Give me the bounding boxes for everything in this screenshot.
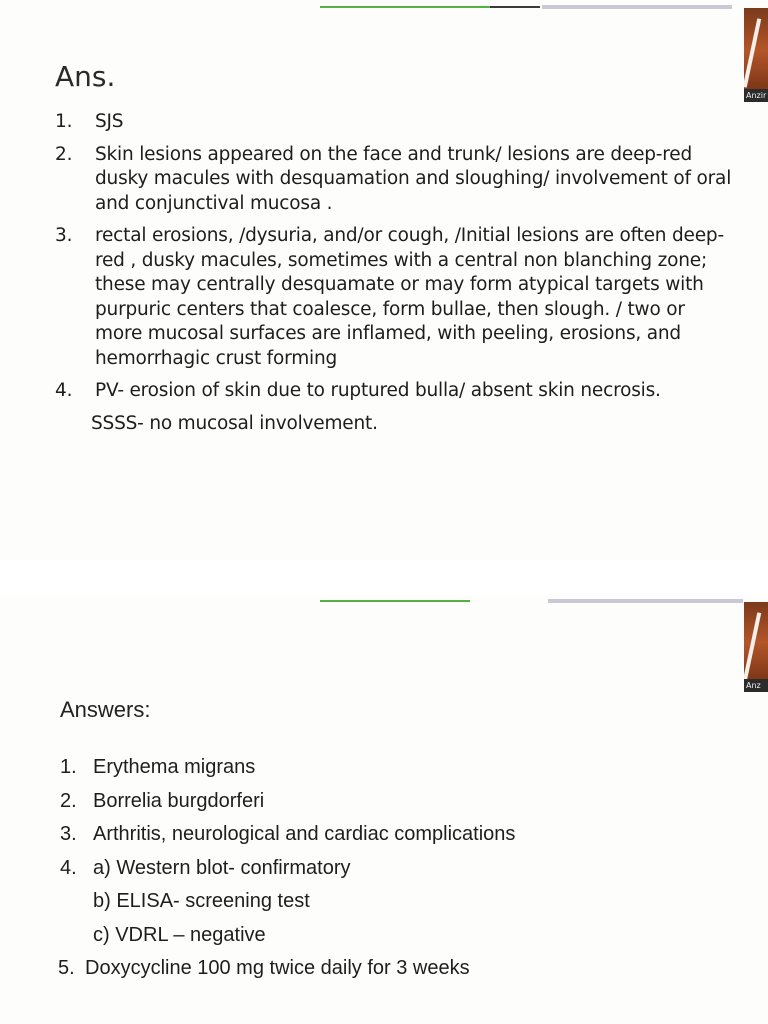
ssss-line: SSSS- no mucosal involvement. — [91, 412, 378, 434]
accent-line-green — [320, 6, 490, 8]
ans-list — [55, 110, 735, 436]
accent-line-grey — [548, 599, 743, 603]
item-text: Doxycycline 100 mg twice daily for 3 weeks — [85, 957, 470, 979]
thumbnail-stripe — [744, 612, 761, 681]
item-number: 2. — [60, 789, 77, 812]
item-number: 2. — [55, 143, 73, 165]
thumbnail-label: Anz — [744, 679, 768, 692]
accent-line-green — [320, 600, 470, 602]
list-item — [55, 224, 735, 371]
item-number: 4. — [55, 380, 73, 401]
item-text: Erythema migrans — [93, 756, 256, 778]
item-number: 1. — [60, 756, 77, 778]
accent-line-grey — [542, 5, 732, 9]
list-item — [55, 143, 735, 217]
answers-heading: Answers: — [60, 697, 151, 722]
list-item — [60, 785, 700, 819]
thumbnail-stripe — [744, 18, 761, 87]
list-item — [60, 852, 700, 886]
thumbnail-label: Anzir — [744, 89, 768, 102]
item-text: Skin lesions appeared on the face and trunk/ lesions are deep-red dusky macules with desquamation and sloughing/ involvement of oral and conjunctival mucosa . — [95, 143, 732, 214]
answers-list — [60, 751, 700, 986]
list-item — [60, 751, 700, 785]
sub-item: c) VDRL – negative — [93, 923, 266, 946]
item-text: a) Western blot- confirmatory — [93, 856, 351, 879]
list-item — [55, 379, 735, 404]
presenter-thumbnail — [744, 8, 768, 102]
list-item — [60, 818, 700, 852]
item-text: Arthritis, neurological and cardiac complications — [93, 823, 516, 845]
presenter-thumbnail — [744, 602, 768, 692]
item-number: 5. — [58, 957, 75, 979]
item-text: SJS — [95, 111, 124, 132]
item-number: 1. — [55, 111, 73, 132]
item-text: PV- erosion of skin due to ruptured bulla/ absent skin necrosis. — [95, 380, 661, 401]
slide-gap — [0, 560, 768, 596]
item-number: 4. — [60, 856, 77, 879]
ans-heading: Ans. — [55, 60, 116, 93]
accent-line-dark — [490, 6, 540, 8]
item-number: 3. — [55, 225, 73, 246]
item-text: rectal erosions, /dysuria, and/or cough, /Initial lesions are often deep-red , dusky macules, sometimes with a central non blanching zone; these may centrally desquamate or may form atypical targets with purpuric centers that coalesce, form bullae, then slough. / two or more mucosal surfaces are inflamed, with peeling, erosions, and hemorrhagic crust forming — [95, 225, 724, 369]
sub-item: b) ELISA- screening test — [93, 890, 310, 912]
list-item — [55, 110, 735, 135]
item-number: 3. — [60, 823, 77, 845]
list-item — [58, 952, 700, 986]
item-text: Borrelia burgdorferi — [93, 789, 265, 812]
